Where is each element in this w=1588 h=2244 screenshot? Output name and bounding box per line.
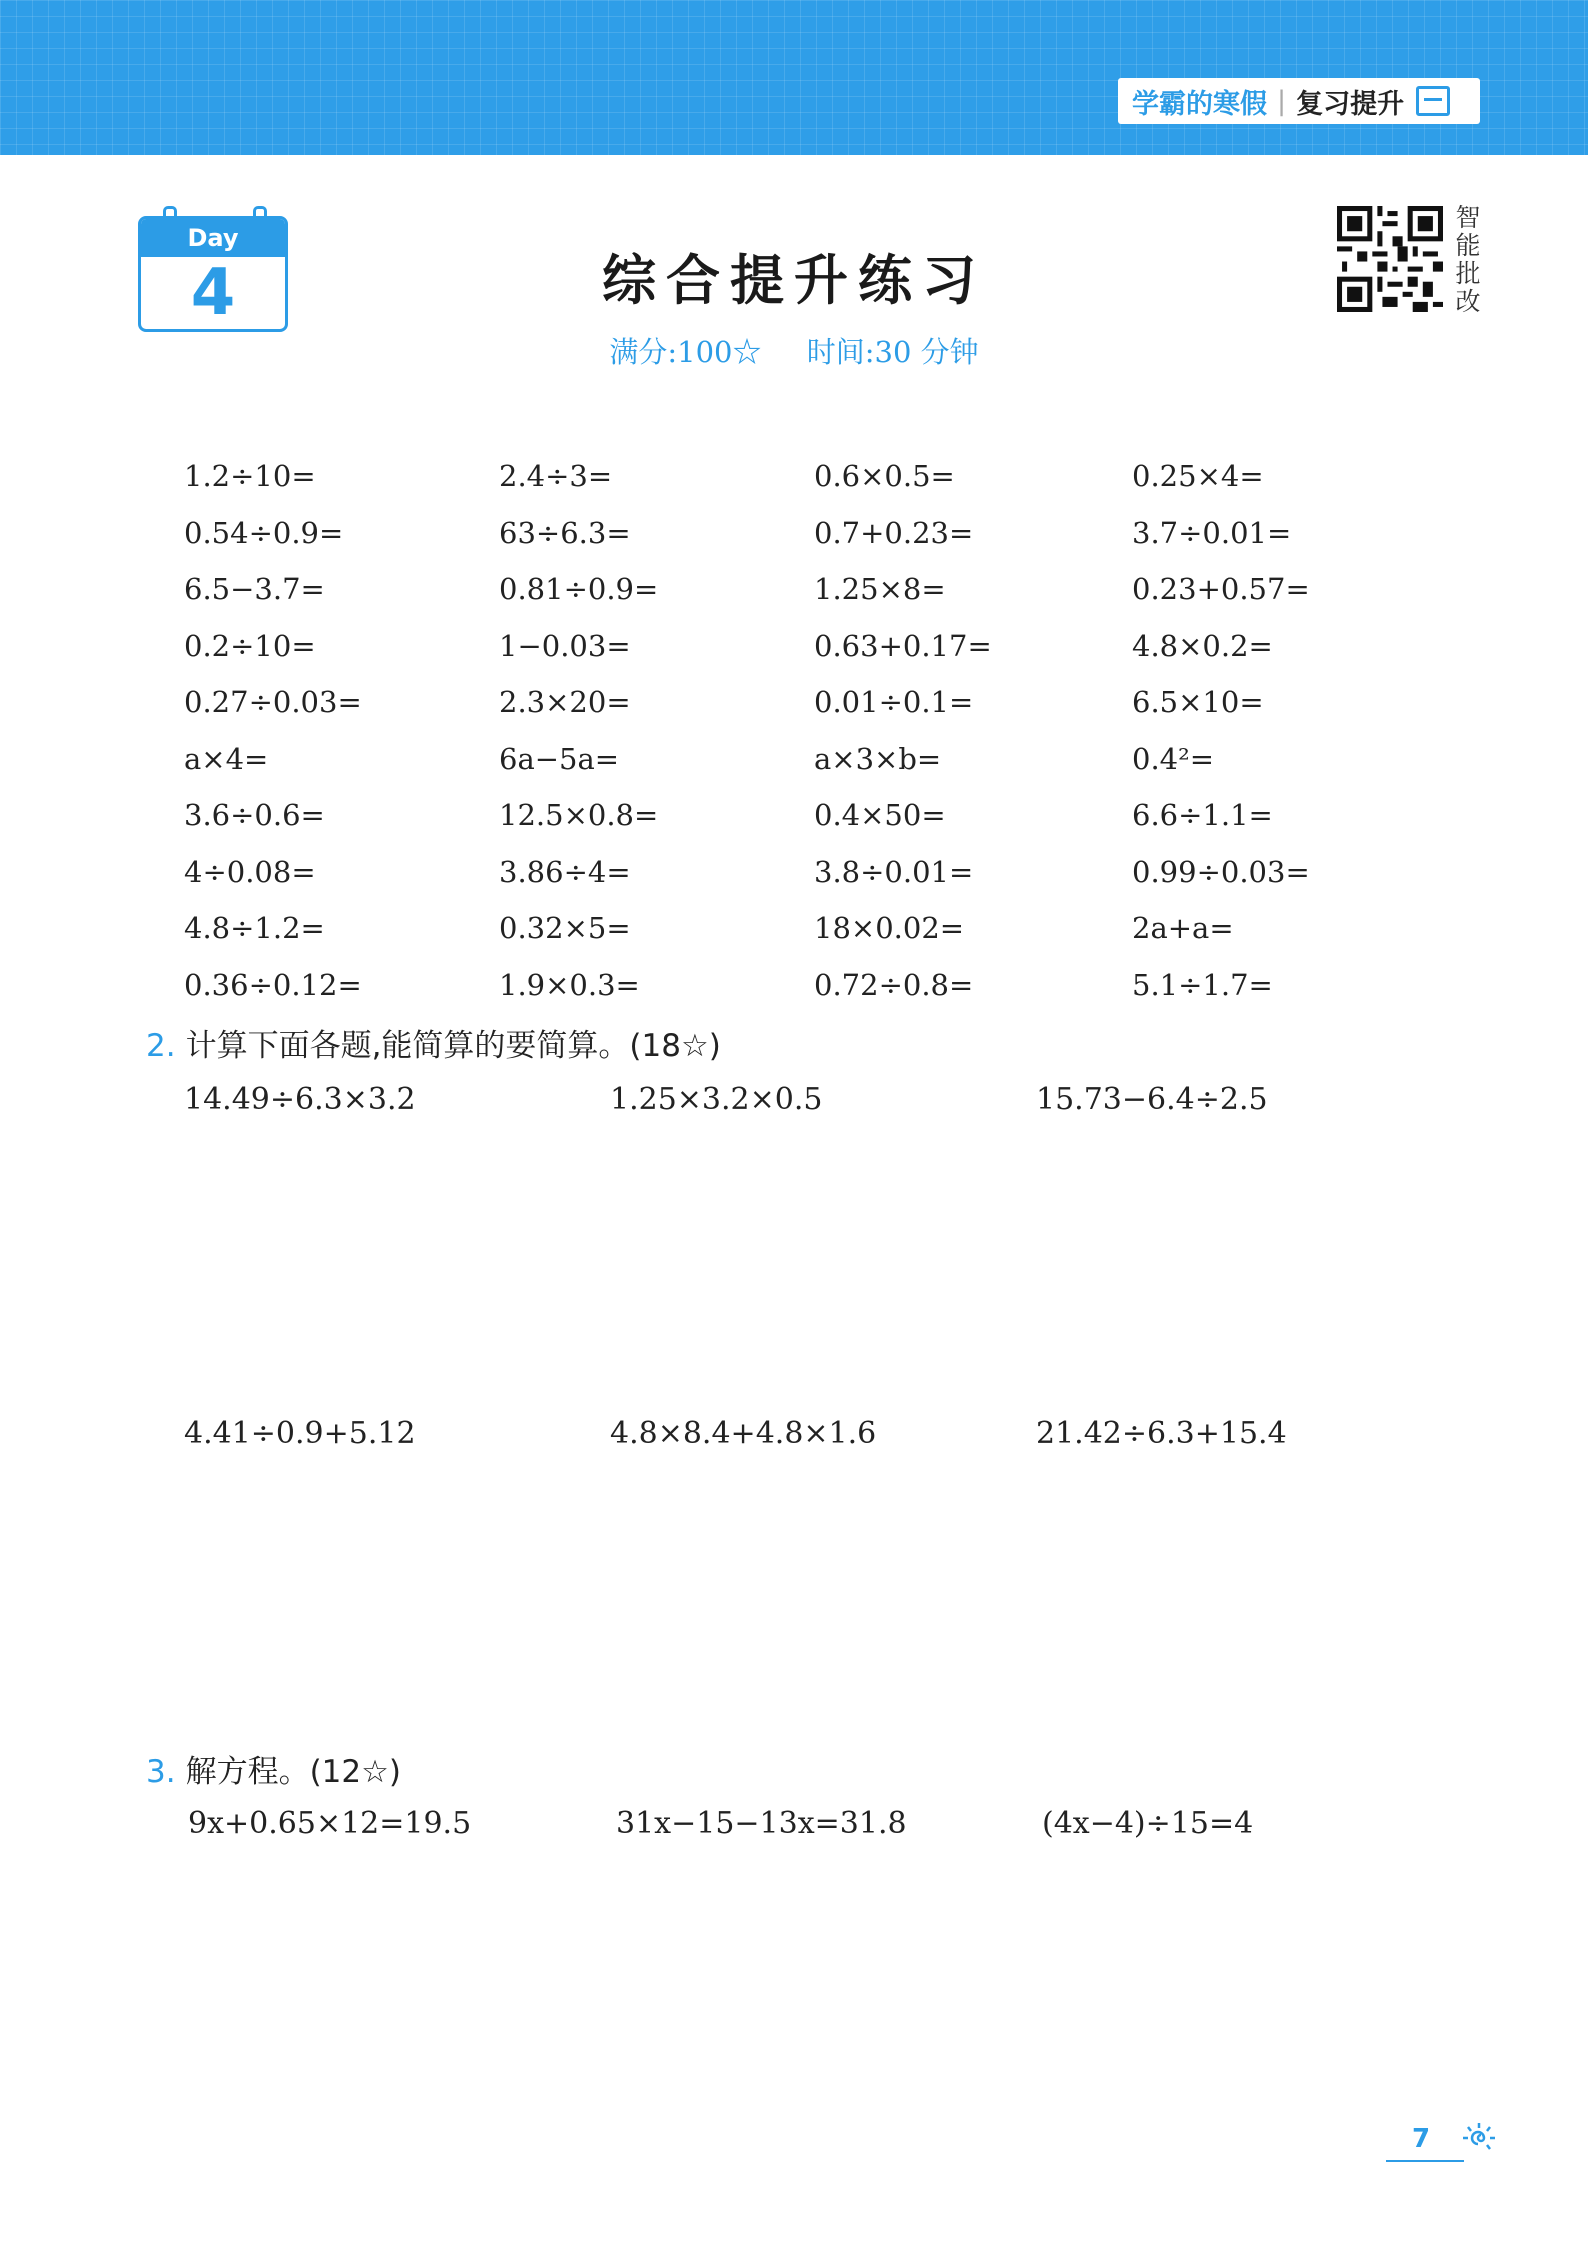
oral-item: 63÷6.3= bbox=[499, 515, 631, 550]
calc-problem: 21.42÷6.3+15.4 bbox=[1036, 1416, 1287, 1451]
oral-item: 1.25×8= bbox=[814, 572, 946, 606]
oral-item: 3.8÷0.01= bbox=[814, 854, 974, 889]
oral-item: 3.7÷0.01= bbox=[1132, 515, 1292, 550]
series-separator: | bbox=[1277, 85, 1287, 117]
equation-problem: 9x+0.65×12=19.5 bbox=[188, 1806, 472, 1841]
oral-item: 6.5−3.7= bbox=[184, 572, 325, 606]
oral-item: 1.2÷10= bbox=[184, 459, 316, 493]
calc-problem: 4.41÷0.9+5.12 bbox=[184, 1416, 416, 1451]
oral-item: 0.4×50= bbox=[814, 798, 946, 832]
equation-problem: 31x−15−13x=31.8 bbox=[616, 1806, 907, 1841]
qr-label-char: 改 bbox=[1455, 287, 1481, 316]
oral-item: 0.32×5= bbox=[499, 911, 631, 945]
oral-item: 0.27÷0.03= bbox=[184, 685, 362, 719]
section-3-number: 3. bbox=[146, 1754, 176, 1790]
calc-problem: 14.49÷6.3×3.2 bbox=[184, 1082, 416, 1117]
oral-item: 0.23+0.57= bbox=[1132, 572, 1310, 606]
oral-item: 0.99÷0.03= bbox=[1132, 854, 1310, 889]
section-3-heading bbox=[146, 1746, 401, 1791]
oral-item: 3.86÷4= bbox=[499, 854, 631, 889]
section-2-title: 计算下面各题,能简算的要简算。(18☆) bbox=[185, 1028, 721, 1064]
oral-item: 3.6÷0.6= bbox=[184, 798, 325, 832]
page-meta bbox=[0, 330, 1588, 371]
qr-label-char: 能 bbox=[1455, 231, 1481, 260]
oral-item: 0.7+0.23= bbox=[814, 515, 974, 550]
oral-item: 2a+a= bbox=[1132, 911, 1234, 945]
oral-item: 0.72÷0.8= bbox=[814, 967, 974, 1002]
qr-label-char: 批 bbox=[1455, 259, 1481, 288]
oral-item: 0.63+0.17= bbox=[814, 628, 992, 663]
oral-item: 5.1÷1.7= bbox=[1132, 967, 1273, 1002]
oral-item: 12.5×0.8= bbox=[499, 798, 659, 832]
qr-code-icon[interactable] bbox=[1337, 206, 1443, 312]
oral-item: 0.6×0.5= bbox=[814, 459, 955, 493]
calendar-label: Day bbox=[141, 219, 285, 257]
oral-item: 2.4÷3= bbox=[499, 459, 613, 493]
qr-label bbox=[1452, 204, 1484, 316]
oral-item: 1.9×0.3= bbox=[499, 967, 640, 1002]
oral-item: 0.25×4= bbox=[1132, 459, 1264, 493]
oral-item: 4.8÷1.2= bbox=[184, 911, 325, 945]
page-title: 综合提升练习 bbox=[602, 249, 986, 312]
oral-item: 0.54÷0.9= bbox=[184, 515, 344, 550]
oral-item: a×3×b= bbox=[814, 741, 942, 776]
calc-problem: 4.8×8.4+4.8×1.6 bbox=[610, 1416, 877, 1451]
oral-item: 6a−5a= bbox=[499, 741, 620, 776]
section-3-title: 解方程。(12☆) bbox=[185, 1754, 402, 1790]
oral-item: 1−0.03= bbox=[499, 628, 631, 663]
calc-problem: 15.73−6.4÷2.5 bbox=[1036, 1082, 1268, 1117]
section-2-heading bbox=[146, 1020, 721, 1065]
oral-item: 4.8×0.2= bbox=[1132, 628, 1273, 663]
page-number: 7 bbox=[1412, 2124, 1431, 2154]
oral-item: 2.3×20= bbox=[499, 685, 631, 719]
sun-swirl-icon bbox=[1456, 2118, 1502, 2158]
oral-item: 0.36÷0.12= bbox=[184, 967, 362, 1002]
full-score: 满分:100☆ bbox=[609, 335, 762, 369]
series-name: 学霸的寒假 bbox=[1132, 88, 1267, 120]
oral-calc-grid bbox=[184, 456, 1424, 1021]
time-limit: 时间:30 分钟 bbox=[806, 335, 979, 369]
oral-item: 0.2÷10= bbox=[184, 628, 316, 663]
oral-item: 0.01÷0.1= bbox=[814, 685, 974, 719]
oral-item: 4÷0.08= bbox=[184, 854, 316, 889]
book-icon bbox=[1416, 86, 1450, 116]
series-subtitle: 复习提升 bbox=[1296, 88, 1405, 120]
oral-item: 6.6÷1.1= bbox=[1132, 798, 1273, 832]
oral-item: 0.4²= bbox=[1132, 741, 1215, 776]
footer-rule bbox=[1386, 2160, 1464, 2162]
qr-label-char: 智 bbox=[1455, 203, 1481, 232]
calc-problem: 1.25×3.2×0.5 bbox=[610, 1082, 823, 1117]
calendar-day-number: 4 bbox=[190, 256, 236, 330]
oral-item: a×4= bbox=[184, 741, 269, 776]
oral-item: 6.5×10= bbox=[1132, 685, 1264, 719]
section-2-number: 2. bbox=[146, 1028, 176, 1064]
oral-item: 0.81÷0.9= bbox=[499, 572, 659, 606]
equation-problem: (4x−4)÷15=4 bbox=[1042, 1806, 1254, 1841]
series-badge bbox=[1118, 78, 1480, 124]
oral-item: 18×0.02= bbox=[814, 911, 965, 945]
